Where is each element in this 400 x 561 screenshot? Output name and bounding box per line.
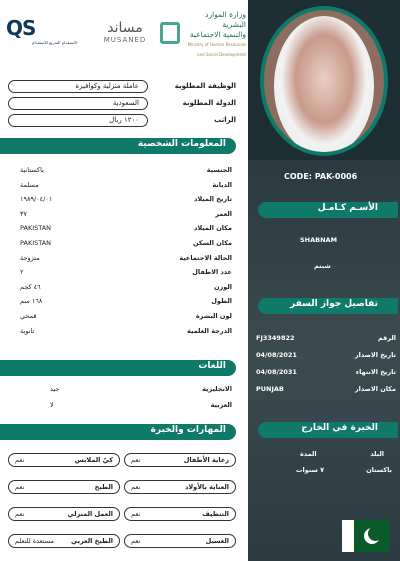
name-section-title: الأسـم كـامـل (317, 203, 378, 213)
personal-info-label: تاريخ الميلاد (194, 195, 232, 204)
personal-info-label: الدرجة العلمية (187, 326, 232, 335)
experience-country-label: البلد (370, 450, 384, 458)
passport-label: تاريخ الانتهاء (355, 368, 396, 376)
qs-logo-subtitle: الاستقدام السريع للاستقدام (32, 40, 78, 45)
musaned-arabic: مساند (107, 20, 143, 36)
passport-label: مكان الاصدار (354, 385, 396, 393)
passport-label: تاريخ الاصدار (354, 351, 396, 359)
personal-info-label: مكان الميلاد (193, 224, 232, 233)
profile-photo (260, 6, 388, 156)
personal-info-row (20, 254, 232, 264)
skill-value: نعم (131, 483, 141, 491)
candidate-code: CODE: PAK-0006 (284, 172, 358, 181)
name-english: SHABNAM (300, 236, 338, 244)
personal-info-row (20, 283, 232, 293)
skill-label: التنظيف (202, 510, 229, 518)
personal-info-value: باكستانية (20, 166, 44, 174)
skill-item (124, 534, 236, 548)
country-value: السعودية (8, 97, 148, 110)
personal-info-value: ١٩٨٩/٠٤/٠١ (20, 195, 53, 204)
personal-info-value: PAKISTAN (20, 224, 52, 233)
salary-value: ١٢٠٠ ريال (8, 114, 148, 127)
personal-section-title: المعلومات الشخصية (137, 139, 226, 149)
personal-info-value: ٢ (20, 268, 24, 277)
language-name: العربية (210, 401, 232, 409)
language-row (20, 401, 232, 411)
languages-section-header (0, 360, 236, 376)
skill-item (8, 507, 120, 521)
skill-item (124, 480, 236, 494)
passport-value: PUNJAB (256, 385, 284, 393)
passport-value: 04/08/2031 (256, 368, 297, 376)
passport-section-header (258, 298, 398, 314)
passport-row (256, 368, 396, 378)
personal-info-value: ٣٧ (20, 209, 27, 218)
skill-value: نعم (15, 483, 25, 491)
ministry-line1: وزارة الموارد البشرية (205, 10, 246, 29)
logo-header (0, 0, 248, 70)
experience-label-row (256, 450, 396, 460)
personal-info-label: الديانة (212, 180, 232, 189)
language-row (20, 385, 232, 395)
passport-label: الرقم (377, 334, 396, 342)
personal-info-value: ٤٦ كجم (20, 282, 41, 291)
skills-section-title: المهارات والخبرة (150, 425, 226, 435)
skill-label: كيّ الملابس (74, 456, 113, 464)
musaned-english: MUSANED (103, 36, 147, 44)
language-level: لا (50, 401, 54, 409)
skill-item (124, 507, 236, 521)
skill-item (8, 534, 120, 548)
skill-value: نعم (15, 510, 25, 518)
job-value: عاملة منزلية وكوافيرة (8, 80, 148, 93)
skill-value: مستعدة للتعلم (15, 537, 54, 545)
experience-value-row (256, 466, 396, 476)
personal-info-row (20, 327, 232, 337)
experience-section-title: الخبرة في الخارج (301, 423, 378, 433)
skill-label: رعاية الأطفال (183, 456, 229, 464)
passport-value: 04/08/2021 (256, 351, 297, 359)
portrait-image (274, 16, 374, 156)
skill-label: الطبخ (94, 483, 113, 491)
salary-row (8, 114, 240, 128)
experience-section-header (258, 422, 398, 438)
personal-info-value: ثانوية (20, 326, 35, 335)
pakistan-flag-icon (342, 520, 390, 552)
name-arabic: شبنم (314, 262, 331, 270)
passport-section-title: تفاصيل جواز السفر (289, 299, 378, 309)
skill-label: العناية بالأولاد (184, 483, 229, 491)
skill-item (8, 453, 120, 467)
personal-info-label: الجنسية (206, 166, 232, 174)
personal-info-value: PAKISTAN (20, 239, 52, 247)
name-section-header (258, 202, 398, 218)
musaned-mark-icon (160, 22, 180, 44)
personal-info-label: العمر (215, 209, 232, 218)
personal-info-label: مكان السكن (193, 239, 232, 247)
personal-info-label: الطول (211, 297, 232, 306)
passport-row (256, 334, 396, 344)
musaned-logo (92, 20, 158, 44)
personal-info-row (20, 239, 232, 249)
ministry-line2: والتنمية الاجتماعية (189, 30, 246, 39)
passport-value: FJ3349822 (256, 334, 295, 342)
skill-label: الغسيل (205, 537, 229, 545)
personal-info-value: ١٦٨ سم (20, 297, 43, 306)
personal-info-label: الوزن (213, 282, 232, 291)
skill-value: نعم (15, 456, 25, 464)
ministry-sub: Ministry of Human Resources and Social Development (187, 42, 246, 57)
skills-section-header (0, 424, 236, 440)
country-label: الدولة المطلوبة (182, 99, 236, 107)
personal-info-value: متزوجة (20, 253, 40, 262)
personal-info-row (20, 297, 232, 307)
personal-info-row (20, 312, 232, 322)
language-level: جيد (50, 385, 60, 393)
skill-value: نعم (131, 537, 141, 545)
skill-item (124, 453, 236, 467)
passport-row (256, 385, 396, 395)
personal-info-row (20, 166, 232, 176)
language-name: الانجليزية (202, 385, 232, 393)
salary-label: الراتب (214, 116, 236, 124)
skill-label: الطبخ العربي (71, 537, 113, 545)
skill-value: نعم (131, 456, 141, 464)
personal-info-row (20, 268, 232, 278)
personal-info-row (20, 210, 232, 220)
personal-info-label: لون البشرة (195, 312, 232, 320)
skill-label: العمل المنزلي (67, 510, 113, 518)
personal-info-row (20, 195, 232, 205)
personal-section-header (0, 138, 236, 154)
experience-period-value: ٧ سنوات (296, 466, 325, 474)
experience-period-label: المدة (300, 450, 317, 458)
job-label: الوظيفة المطلوبة (174, 82, 236, 90)
qs-logo: QS (6, 16, 36, 40)
right-column (248, 0, 400, 561)
personal-info-value: مسلمة (20, 180, 39, 189)
personal-info-row (20, 224, 232, 234)
experience-country-value: باكستان (366, 466, 392, 474)
job-row (8, 80, 240, 94)
personal-info-label: عدد الاطفال (192, 268, 232, 277)
skill-value: نعم (131, 510, 141, 518)
skill-item (8, 480, 120, 494)
passport-row (256, 351, 396, 361)
personal-info-value: قمحي (20, 312, 37, 320)
personal-info-row (20, 181, 232, 191)
languages-section-title: اللغات (198, 361, 226, 371)
country-row (8, 97, 240, 111)
ministry-logo (184, 10, 246, 60)
personal-info-label: الحالة الاجتماعية (179, 253, 232, 262)
